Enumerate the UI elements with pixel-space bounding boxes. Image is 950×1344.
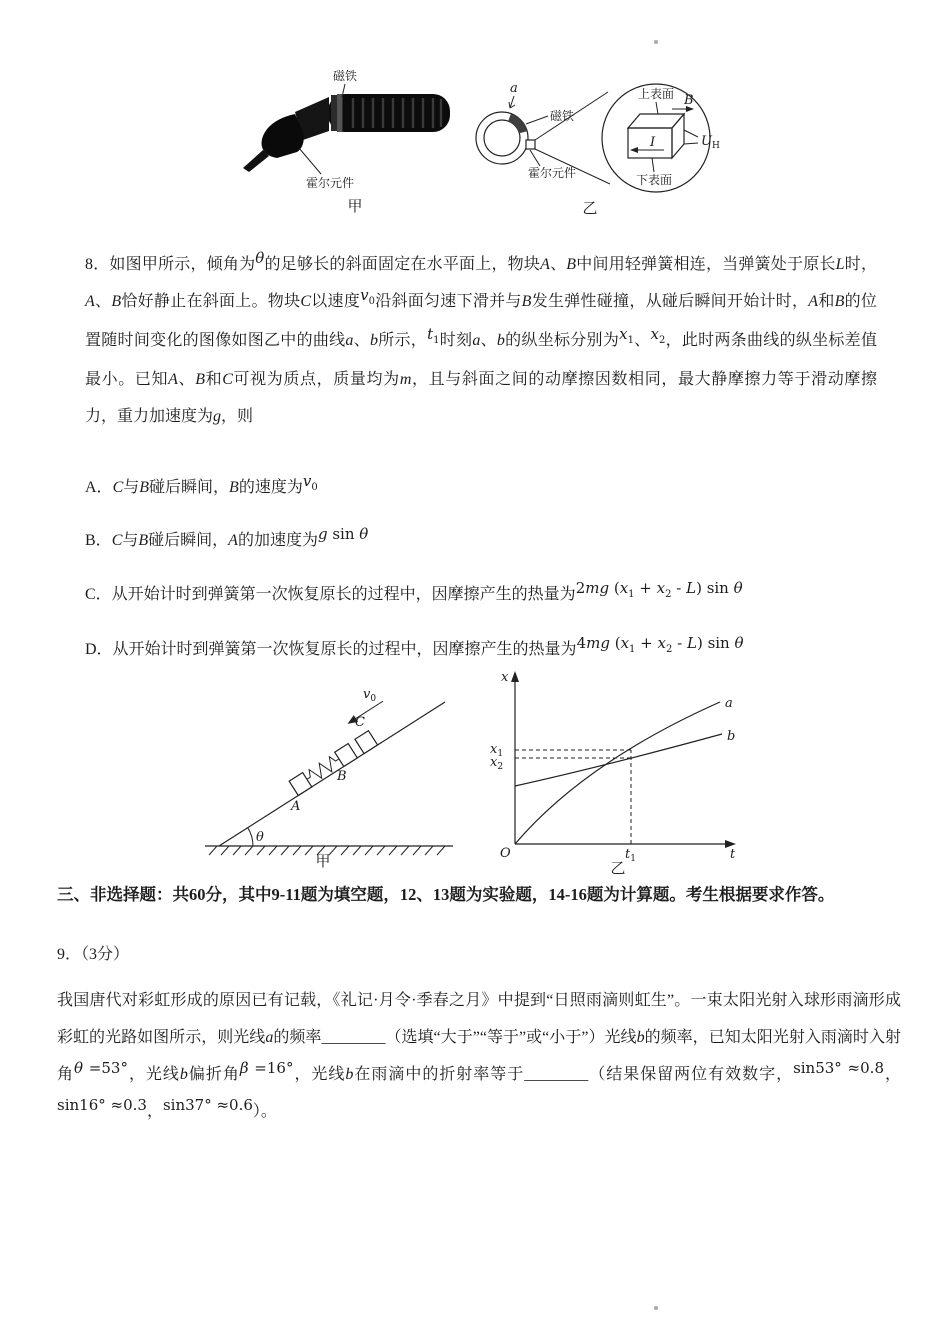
device-grip <box>328 94 450 132</box>
x2-label: $x_2$ <box>490 755 504 772</box>
curve-a <box>515 702 720 844</box>
figure-q8-position-time-graph <box>470 662 755 877</box>
top-surface-label: 上表面 <box>637 87 675 101</box>
t1-label: $t_1$ <box>625 847 636 864</box>
theta-label: θ <box>256 830 264 845</box>
block-c-label: C <box>355 715 365 730</box>
bottom-surface-leader <box>652 158 654 172</box>
q8-option-a: A．C与B碰后瞬间，B的速度为v0 <box>85 472 318 496</box>
curve-b-label: b <box>727 729 736 744</box>
device-joint <box>262 114 304 158</box>
v0-label: $v_0$ <box>363 687 377 704</box>
caption-jia: 甲 <box>315 854 331 870</box>
current-label: I <box>650 135 656 150</box>
hall-element-chip <box>526 140 535 149</box>
q9-number: 9．（3分） <box>57 946 130 963</box>
incline-surface <box>219 702 445 846</box>
cube-top-face <box>628 114 684 128</box>
caption-yi: 乙 <box>610 861 626 877</box>
q8-option-c: C．从开始计时到弹簧第一次恢复原长的过程中，因摩擦产生的热量为2mg (x1 + x2 - L) sin θ <box>85 579 743 603</box>
cube-right-face <box>672 114 684 158</box>
scan-artifact-dot-top <box>654 40 658 44</box>
caption-jia: 甲 <box>347 199 363 215</box>
caption-yi: 乙 <box>582 201 598 217</box>
theta-arc <box>248 828 253 846</box>
t-axis-label: t <box>730 847 736 862</box>
q8-stem: 8．如图甲所示，倾角为θ的足够长的斜面固定在水平面上，物块A、B中间用轻弹簧相连，当弹簧处于原长L时，A、B恰好静止在斜面上。物块C以速度v0沿斜面匀速下滑并与B发生弹性碰撞，从碰后瞬间开始计时，A和B的位置随时间变化的图像如图乙中的曲线a、b所示，t1时刻a、b的纵坐标分别为x1、x2，此时两条曲线的纵坐标差值最小。已知A、B和C可视为质点，质量均为m，且与斜面之间的动摩擦因数相同，最大静摩擦力等于滑动摩擦力，重力加速度为g，则 <box>85 249 877 425</box>
block-c <box>355 731 378 754</box>
hall-element-label: 霍尔元件 <box>305 176 355 190</box>
magnet-band-highlight <box>337 94 342 132</box>
scan-artifact-dot-bottom <box>654 1306 658 1310</box>
magnet-label: 磁铁 <box>332 69 358 83</box>
top-surface-leader <box>656 102 658 114</box>
x1-label: $x_1$ <box>490 742 504 759</box>
point-a-arrow <box>509 96 515 108</box>
magnet-leader-line <box>526 116 548 124</box>
hall-voltage-label: $U_H$ <box>701 134 720 151</box>
device-shape <box>243 94 450 172</box>
current-arrowhead <box>630 147 638 153</box>
q8-option-d: D．从开始计时到弹簧第一次恢复原长的过程中，因摩擦产生的热量为4mg (x1 + x2 - L) sin θ <box>85 634 744 658</box>
ring-inner <box>484 120 520 156</box>
origin-label: O <box>500 846 511 861</box>
block-a-label: A <box>291 799 301 814</box>
curve-a-label: a <box>725 696 733 711</box>
uh-lead-top <box>684 130 698 137</box>
point-a-label: a <box>510 81 518 96</box>
uh-lead-bottom <box>684 143 698 144</box>
device-foot <box>243 150 269 172</box>
bottom-surface-label: 下表面 <box>635 173 673 187</box>
zoom-line-top <box>535 92 608 140</box>
block-b-label: B <box>337 769 347 784</box>
section3-heading: 三、非选择题：共60分，其中9-11题为填空题，12、13题为实验题，14-16题为计算题。考生根据要求作答。 <box>57 885 835 904</box>
block-a <box>289 773 312 796</box>
b-field-label: B <box>684 93 694 108</box>
figure-device-photo <box>233 64 473 216</box>
hall-leader-line <box>299 148 321 174</box>
figure-hall-sensor-diagram <box>468 64 768 216</box>
x-axis-arrowhead <box>511 671 519 682</box>
q9-body: 我国唐代对彩虹形成的原因已有记载，《礼记·月令·季春之月》中提到“日照雨滴则虹生”。一束太阳光射入球形雨滴形成彩虹的光路如图所示，则光线a的频率________（选填“大于”“等于”或“小于”）光线b的频率，已知太阳光射入雨滴时入射角θ =53°，光线b偏折角β =16°，光线b在雨滴中的折射率等于________（结果保留两位有效数字，sin53° ≈0.8，sin16° ≈0.3，sin37° ≈0.6）。 <box>57 992 901 1120</box>
figure-q8-incline <box>195 668 495 868</box>
hall-leader-line <box>530 150 540 166</box>
block-b <box>335 744 358 767</box>
magnet-label: 磁铁 <box>550 109 575 123</box>
x-axis-label: x <box>501 670 509 685</box>
q8-option-b: B．C与B碰后瞬间，A的加速度为g sin θ <box>85 525 369 549</box>
curve-b <box>515 734 722 786</box>
hall-element-label: 霍尔元件 <box>527 166 577 180</box>
